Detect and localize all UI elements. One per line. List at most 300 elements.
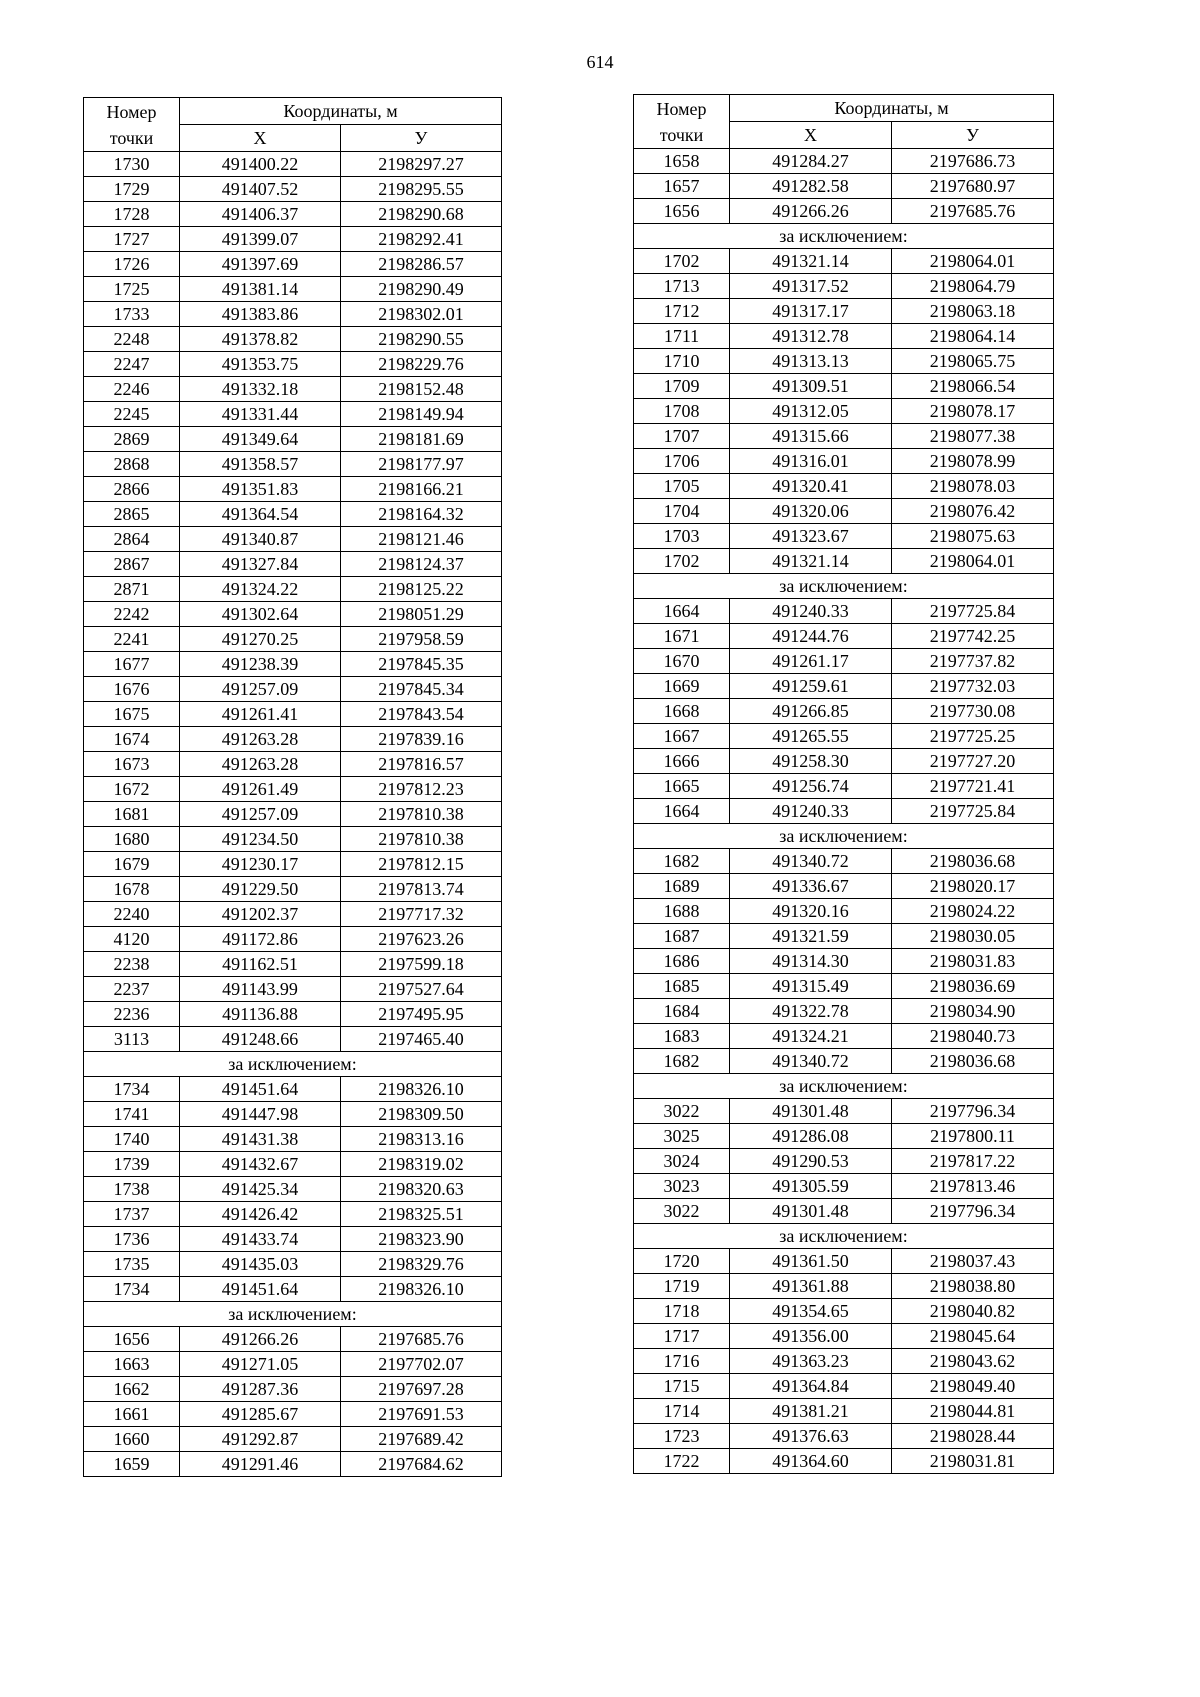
point-number-cell: 1681 [84,802,180,827]
x-coordinate-cell: 491316.01 [730,449,892,474]
table-row [84,852,502,877]
y-coordinate-cell: 2198066.54 [892,374,1054,399]
y-coordinate-cell: 2198286.57 [341,252,502,277]
y-coordinate-cell: 2198030.05 [892,924,1054,949]
table-row [84,1102,502,1127]
exclusion-label: за исключением: [84,1052,502,1077]
x-coordinate-cell: 491265.55 [730,724,892,749]
x-coordinate-cell: 491361.50 [730,1249,892,1274]
y-coordinate-cell: 2197725.25 [892,724,1054,749]
table-row [84,1352,502,1377]
y-coordinate-cell: 2197810.38 [341,802,502,827]
x-coordinate-cell: 491321.59 [730,924,892,949]
point-number-cell: 1738 [84,1177,180,1202]
table-row [634,349,1054,374]
x-coordinate-cell: 491435.03 [180,1252,341,1277]
point-number-cell: 2240 [84,902,180,927]
coordinates-header: Координаты, м [180,98,502,125]
x-coordinate-cell: 491320.06 [730,499,892,524]
x-coordinate-cell: 491257.09 [180,677,341,702]
table-row [634,424,1054,449]
y-coordinate-cell: 2198063.18 [892,299,1054,324]
y-coordinate-cell: 2198290.68 [341,202,502,227]
x-coordinate-cell: 491315.66 [730,424,892,449]
y-coordinate-cell: 2198152.48 [341,377,502,402]
point-number-cell: 2865 [84,502,180,527]
x-coordinate-cell: 491240.33 [730,799,892,824]
x-coordinate-cell: 491432.67 [180,1152,341,1177]
x-coordinate-cell: 491162.51 [180,952,341,977]
point-number-cell: 2867 [84,552,180,577]
point-number-cell: 1667 [634,724,730,749]
x-coordinate-cell: 491256.74 [730,774,892,799]
y-coordinate-cell: 2197686.73 [892,149,1054,174]
table-row [634,324,1054,349]
x-coordinate-cell: 491406.37 [180,202,341,227]
table-row [84,1077,502,1102]
table-row [634,1424,1054,1449]
x-coordinate-cell: 491313.13 [730,349,892,374]
x-coordinate-cell: 491284.27 [730,149,892,174]
exclusion-row [84,1052,502,1077]
point-number-cell: 1665 [634,774,730,799]
table-row [84,752,502,777]
table-row [634,924,1054,949]
y-coordinate-cell: 2198325.51 [341,1202,502,1227]
y-coordinate-cell: 2197800.11 [892,1124,1054,1149]
exclusion-label: за исключением: [634,224,1054,249]
x-coordinate-cell: 491323.67 [730,524,892,549]
table-row [84,352,502,377]
y-coordinate-cell: 2198064.14 [892,324,1054,349]
x-coordinate-cell: 491263.28 [180,727,341,752]
table-row [634,549,1054,574]
x-coordinate-cell: 491266.26 [730,199,892,224]
point-number-cell: 2248 [84,327,180,352]
point-number-cell: 2246 [84,377,180,402]
x-coordinate-cell: 491340.87 [180,527,341,552]
point-number-cell: 1716 [634,1349,730,1374]
table-row [634,1199,1054,1224]
point-number-cell: 1708 [634,399,730,424]
table-row [84,227,502,252]
point-number-cell: 3113 [84,1027,180,1052]
table-row [84,302,502,327]
y-coordinate-cell: 2198329.76 [341,1252,502,1277]
point-number-cell: 1663 [84,1352,180,1377]
point-number-cell: 1737 [84,1202,180,1227]
x-coordinate-cell: 491230.17 [180,852,341,877]
table-row [84,1177,502,1202]
point-number-cell: 1669 [634,674,730,699]
x-coordinate-cell: 491202.37 [180,902,341,927]
x-coordinate-cell: 491407.52 [180,177,341,202]
y-coordinate-cell: 2198309.50 [341,1102,502,1127]
y-coordinate-cell: 2197725.84 [892,799,1054,824]
y-header: У [892,122,1054,149]
point-number-cell: 1658 [634,149,730,174]
point-number-cell: 1656 [634,199,730,224]
table-row [84,1202,502,1227]
x-coordinate-cell: 491317.17 [730,299,892,324]
y-coordinate-cell: 2198031.83 [892,949,1054,974]
x-coordinate-cell: 491361.88 [730,1274,892,1299]
x-coordinate-cell: 491309.51 [730,374,892,399]
y-coordinate-cell: 2198292.41 [341,227,502,252]
table-row [634,649,1054,674]
y-coordinate-cell: 2197737.82 [892,649,1054,674]
y-coordinate-cell: 2198302.01 [341,302,502,327]
table-row [84,802,502,827]
y-coordinate-cell: 2198290.55 [341,327,502,352]
x-coordinate-cell: 491305.59 [730,1174,892,1199]
y-coordinate-cell: 2198077.38 [892,424,1054,449]
coordinates-table-right [633,94,1054,1474]
table-row [84,377,502,402]
point-number-cell: 1682 [634,849,730,874]
point-number-cell: 1660 [84,1427,180,1452]
x-coordinate-cell: 491353.75 [180,352,341,377]
y-coordinate-cell: 2198177.97 [341,452,502,477]
point-number-cell: 1682 [634,1049,730,1074]
point-number-cell: 1670 [634,649,730,674]
x-coordinate-cell: 491378.82 [180,327,341,352]
x-coordinate-cell: 491240.33 [730,599,892,624]
y-coordinate-cell: 2197816.57 [341,752,502,777]
exclusion-label: за исключением: [634,574,1054,599]
table-row [634,599,1054,624]
y-coordinate-cell: 2197796.34 [892,1099,1054,1124]
x-coordinate-cell: 491383.86 [180,302,341,327]
y-coordinate-cell: 2198036.68 [892,849,1054,874]
x-coordinate-cell: 491261.49 [180,777,341,802]
x-coordinate-cell: 491354.65 [730,1299,892,1324]
table-row [634,849,1054,874]
x-coordinate-cell: 491285.67 [180,1402,341,1427]
point-number-cell: 1715 [634,1374,730,1399]
table-row [84,727,502,752]
x-coordinate-cell: 491248.66 [180,1027,341,1052]
point-number-cell: 1656 [84,1327,180,1352]
x-coordinate-cell: 491356.00 [730,1324,892,1349]
table-row [84,977,502,1002]
x-coordinate-cell: 491292.87 [180,1427,341,1452]
point-number-cell: 1720 [634,1249,730,1274]
table-row [634,1049,1054,1074]
table-row [84,1027,502,1052]
y-coordinate-cell: 2197685.76 [892,199,1054,224]
point-number-cell: 1740 [84,1127,180,1152]
table-row [84,877,502,902]
table-row [84,927,502,952]
y-coordinate-cell: 2198044.81 [892,1399,1054,1424]
table-row [634,374,1054,399]
point-number-cell: 1678 [84,877,180,902]
x-coordinate-cell: 491261.41 [180,702,341,727]
point-number-header-line2: точки [109,127,154,148]
y-coordinate-cell: 2198020.17 [892,874,1054,899]
y-coordinate-cell: 2198075.63 [892,524,1054,549]
y-coordinate-cell: 2198051.29 [341,602,502,627]
point-number-cell: 1671 [634,624,730,649]
point-number-cell: 1679 [84,852,180,877]
x-coordinate-cell: 491431.38 [180,1127,341,1152]
point-number-cell: 1719 [634,1274,730,1299]
point-number-header [634,95,730,149]
point-number-cell: 2247 [84,352,180,377]
x-coordinate-cell: 491425.34 [180,1177,341,1202]
table-row [634,249,1054,274]
table-row [634,1274,1054,1299]
x-coordinate-cell: 491258.30 [730,749,892,774]
table-row [634,149,1054,174]
table-row [634,999,1054,1024]
y-coordinate-cell: 2198037.43 [892,1249,1054,1274]
x-coordinate-cell: 491433.74 [180,1227,341,1252]
x-coordinate-cell: 491349.64 [180,427,341,452]
x-coordinate-cell: 491290.53 [730,1149,892,1174]
point-number-cell: 3025 [634,1124,730,1149]
table-row [634,724,1054,749]
table-row [634,874,1054,899]
x-coordinate-cell: 491336.67 [730,874,892,899]
y-coordinate-cell: 2198181.69 [341,427,502,452]
y-coordinate-cell: 2198064.01 [892,549,1054,574]
table-row [84,1002,502,1027]
table-row [634,1449,1054,1474]
point-number-cell: 1688 [634,899,730,924]
x-coordinate-cell: 491266.85 [730,699,892,724]
y-coordinate-cell: 2197684.62 [341,1452,502,1477]
point-number-cell: 1712 [634,299,730,324]
x-coordinate-cell: 491263.28 [180,752,341,777]
table-row [84,1427,502,1452]
point-number-cell: 1718 [634,1299,730,1324]
point-number-cell: 1705 [634,474,730,499]
table-row [84,777,502,802]
point-number-cell: 1739 [84,1152,180,1177]
x-coordinate-cell: 491143.99 [180,977,341,1002]
table-row [84,427,502,452]
point-number-cell: 2245 [84,402,180,427]
table-row [634,1349,1054,1374]
point-number-cell: 1728 [84,202,180,227]
exclusion-row [634,574,1054,599]
x-coordinate-cell: 491400.22 [180,152,341,177]
table-row [84,552,502,577]
y-coordinate-cell: 2198290.49 [341,277,502,302]
y-coordinate-cell: 2197721.41 [892,774,1054,799]
y-coordinate-cell: 2197845.34 [341,677,502,702]
x-coordinate-cell: 491282.58 [730,174,892,199]
x-coordinate-cell: 491312.05 [730,399,892,424]
y-coordinate-cell: 2197810.38 [341,827,502,852]
point-number-cell: 1673 [84,752,180,777]
table-row [634,499,1054,524]
y-coordinate-cell: 2198313.16 [341,1127,502,1152]
x-coordinate-cell: 491301.48 [730,1099,892,1124]
y-coordinate-cell: 2197691.53 [341,1402,502,1427]
y-coordinate-cell: 2198028.44 [892,1424,1054,1449]
point-number-cell: 1674 [84,727,180,752]
exclusion-row [634,224,1054,249]
x-coordinate-cell: 491270.25 [180,627,341,652]
table-row [84,952,502,977]
point-number-cell: 1703 [634,524,730,549]
table-row [84,602,502,627]
x-coordinate-cell: 491271.05 [180,1352,341,1377]
y-coordinate-cell: 2197689.42 [341,1427,502,1452]
table-row [84,902,502,927]
point-number-cell: 1711 [634,324,730,349]
table-row [84,152,502,177]
x-coordinate-cell: 491321.14 [730,249,892,274]
x-coordinate-cell: 491340.72 [730,1049,892,1074]
table-row [634,1399,1054,1424]
table-row [84,252,502,277]
y-coordinate-cell: 2198326.10 [341,1277,502,1302]
y-coordinate-cell: 2198319.02 [341,1152,502,1177]
table-row [84,202,502,227]
y-coordinate-cell: 2198036.69 [892,974,1054,999]
page-number: 614 [586,52,614,72]
y-coordinate-cell: 2198124.37 [341,552,502,577]
point-number-cell: 1686 [634,949,730,974]
table-row [634,674,1054,699]
x-coordinate-cell: 491363.23 [730,1349,892,1374]
point-number-cell: 1684 [634,999,730,1024]
y-coordinate-cell: 2198121.46 [341,527,502,552]
y-coordinate-cell: 2198166.21 [341,477,502,502]
point-number-cell: 4120 [84,927,180,952]
point-number-cell: 1723 [634,1424,730,1449]
x-coordinate-cell: 491426.42 [180,1202,341,1227]
y-coordinate-cell: 2198297.27 [341,152,502,177]
x-coordinate-cell: 491291.46 [180,1452,341,1477]
table-row [84,627,502,652]
table-row [84,502,502,527]
point-number-cell: 1668 [634,699,730,724]
table-row [84,1152,502,1177]
y-coordinate-cell: 2197817.22 [892,1149,1054,1174]
point-number-cell: 2242 [84,602,180,627]
point-number-header-line1: Номер [106,101,157,122]
table-row [634,474,1054,499]
y-coordinate-cell: 2198078.17 [892,399,1054,424]
point-number-cell: 1736 [84,1227,180,1252]
y-header: У [341,125,502,152]
point-number-cell: 1733 [84,302,180,327]
point-number-cell: 1680 [84,827,180,852]
table-row [634,1099,1054,1124]
point-number-cell: 1722 [634,1449,730,1474]
y-coordinate-cell: 2198164.32 [341,502,502,527]
x-coordinate-cell: 491397.69 [180,252,341,277]
y-coordinate-cell: 2197725.84 [892,599,1054,624]
y-coordinate-cell: 2198326.10 [341,1077,502,1102]
y-coordinate-cell: 2198149.94 [341,402,502,427]
table-row [634,174,1054,199]
point-number-cell: 1726 [84,252,180,277]
table-row [84,1252,502,1277]
point-number-cell: 3023 [634,1174,730,1199]
y-coordinate-cell: 2197813.46 [892,1174,1054,1199]
table-row [634,899,1054,924]
table-row [84,452,502,477]
y-coordinate-cell: 2198045.64 [892,1324,1054,1349]
point-number-cell: 1666 [634,749,730,774]
table-row [634,524,1054,549]
y-coordinate-cell: 2197845.35 [341,652,502,677]
y-coordinate-cell: 2197958.59 [341,627,502,652]
x-coordinate-cell: 491358.57 [180,452,341,477]
point-number-cell: 1730 [84,152,180,177]
point-number-cell: 1727 [84,227,180,252]
y-coordinate-cell: 2198065.75 [892,349,1054,374]
x-header: X [180,125,341,152]
point-number-cell: 1734 [84,1277,180,1302]
point-number-cell: 3022 [634,1199,730,1224]
point-number-cell: 2241 [84,627,180,652]
point-number-cell: 2869 [84,427,180,452]
table-row [84,1227,502,1252]
point-number-cell: 1664 [634,799,730,824]
point-number-cell: 1672 [84,777,180,802]
x-coordinate-cell: 491287.36 [180,1377,341,1402]
point-number-cell: 1713 [634,274,730,299]
table-row [84,702,502,727]
y-coordinate-cell: 2197812.23 [341,777,502,802]
x-coordinate-cell: 491447.98 [180,1102,341,1127]
table-row [634,1124,1054,1149]
y-coordinate-cell: 2197465.40 [341,1027,502,1052]
point-number-cell: 1676 [84,677,180,702]
y-coordinate-cell: 2197730.08 [892,699,1054,724]
y-coordinate-cell: 2198040.73 [892,1024,1054,1049]
x-coordinate-cell: 491364.54 [180,502,341,527]
y-coordinate-cell: 2197685.76 [341,1327,502,1352]
point-number-cell: 1661 [84,1402,180,1427]
table-row [634,1149,1054,1174]
y-coordinate-cell: 2198229.76 [341,352,502,377]
x-coordinate-cell: 491136.88 [180,1002,341,1027]
table-row [84,402,502,427]
point-number-cell: 1662 [84,1377,180,1402]
table-row [84,827,502,852]
table-row [634,1324,1054,1349]
table-row [634,1374,1054,1399]
point-number-cell: 2238 [84,952,180,977]
point-number-cell: 1709 [634,374,730,399]
table-row [84,177,502,202]
point-number-cell: 1734 [84,1077,180,1102]
y-coordinate-cell: 2198125.22 [341,577,502,602]
table-row [84,1452,502,1477]
y-coordinate-cell: 2198320.63 [341,1177,502,1202]
point-number-cell: 1685 [634,974,730,999]
point-number-cell: 1707 [634,424,730,449]
exclusion-label: за исключением: [84,1302,502,1327]
y-coordinate-cell: 2197623.26 [341,927,502,952]
point-number-cell: 1687 [634,924,730,949]
x-coordinate-cell: 491320.41 [730,474,892,499]
point-number-cell: 2866 [84,477,180,502]
y-coordinate-cell: 2197599.18 [341,952,502,977]
table-row [634,299,1054,324]
exclusion-row [634,1224,1054,1249]
y-coordinate-cell: 2197702.07 [341,1352,502,1377]
table-row [84,477,502,502]
